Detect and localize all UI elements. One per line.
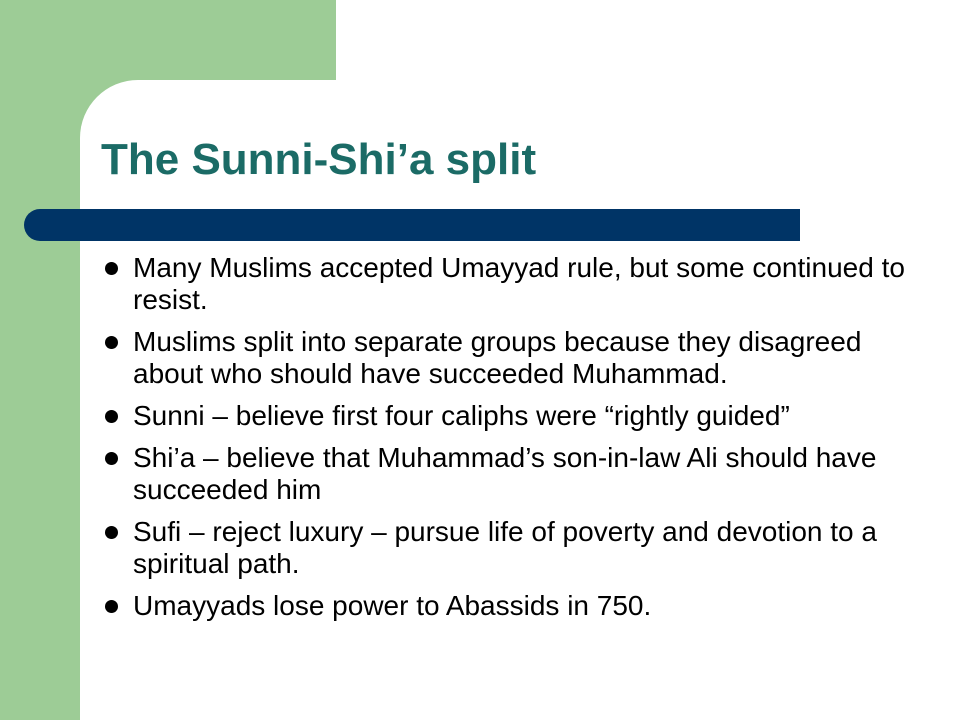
bullet-item bbox=[101, 326, 921, 390]
bullet-item bbox=[101, 442, 921, 506]
bullet-dot-icon bbox=[105, 410, 118, 423]
bullet-text: Shi’a – believe that Muhammad’s son-in-law Ali should have succeeded him bbox=[133, 442, 877, 505]
slide-title: The Sunni-Shi’a split bbox=[101, 135, 537, 184]
bullet-item bbox=[101, 516, 921, 580]
bullet-text: Muslims split into separate groups because they disagreed about who should have succeeded Muhammad. bbox=[133, 326, 862, 389]
bullet-text: Sunni – believe first four caliphs were “rightly guided” bbox=[133, 400, 790, 431]
bullet-item bbox=[101, 590, 921, 622]
bullet-item bbox=[101, 252, 921, 316]
bullet-dot-icon bbox=[105, 526, 118, 539]
bullet-item bbox=[101, 400, 921, 432]
bullet-text: Umayyads lose power to Abassids in 750. bbox=[133, 590, 652, 621]
bullet-text: Sufi – reject luxury – pursue life of poverty and devotion to a spiritual path. bbox=[133, 516, 877, 579]
title-underline-bar bbox=[24, 209, 800, 241]
bullet-dot-icon bbox=[105, 452, 118, 465]
bullet-list bbox=[101, 252, 921, 632]
bullet-dot-icon bbox=[105, 336, 118, 349]
bullet-dot-icon bbox=[105, 600, 118, 613]
bullet-text: Many Muslims accepted Umayyad rule, but some continued to resist. bbox=[133, 252, 905, 315]
bullet-dot-icon bbox=[105, 262, 118, 275]
